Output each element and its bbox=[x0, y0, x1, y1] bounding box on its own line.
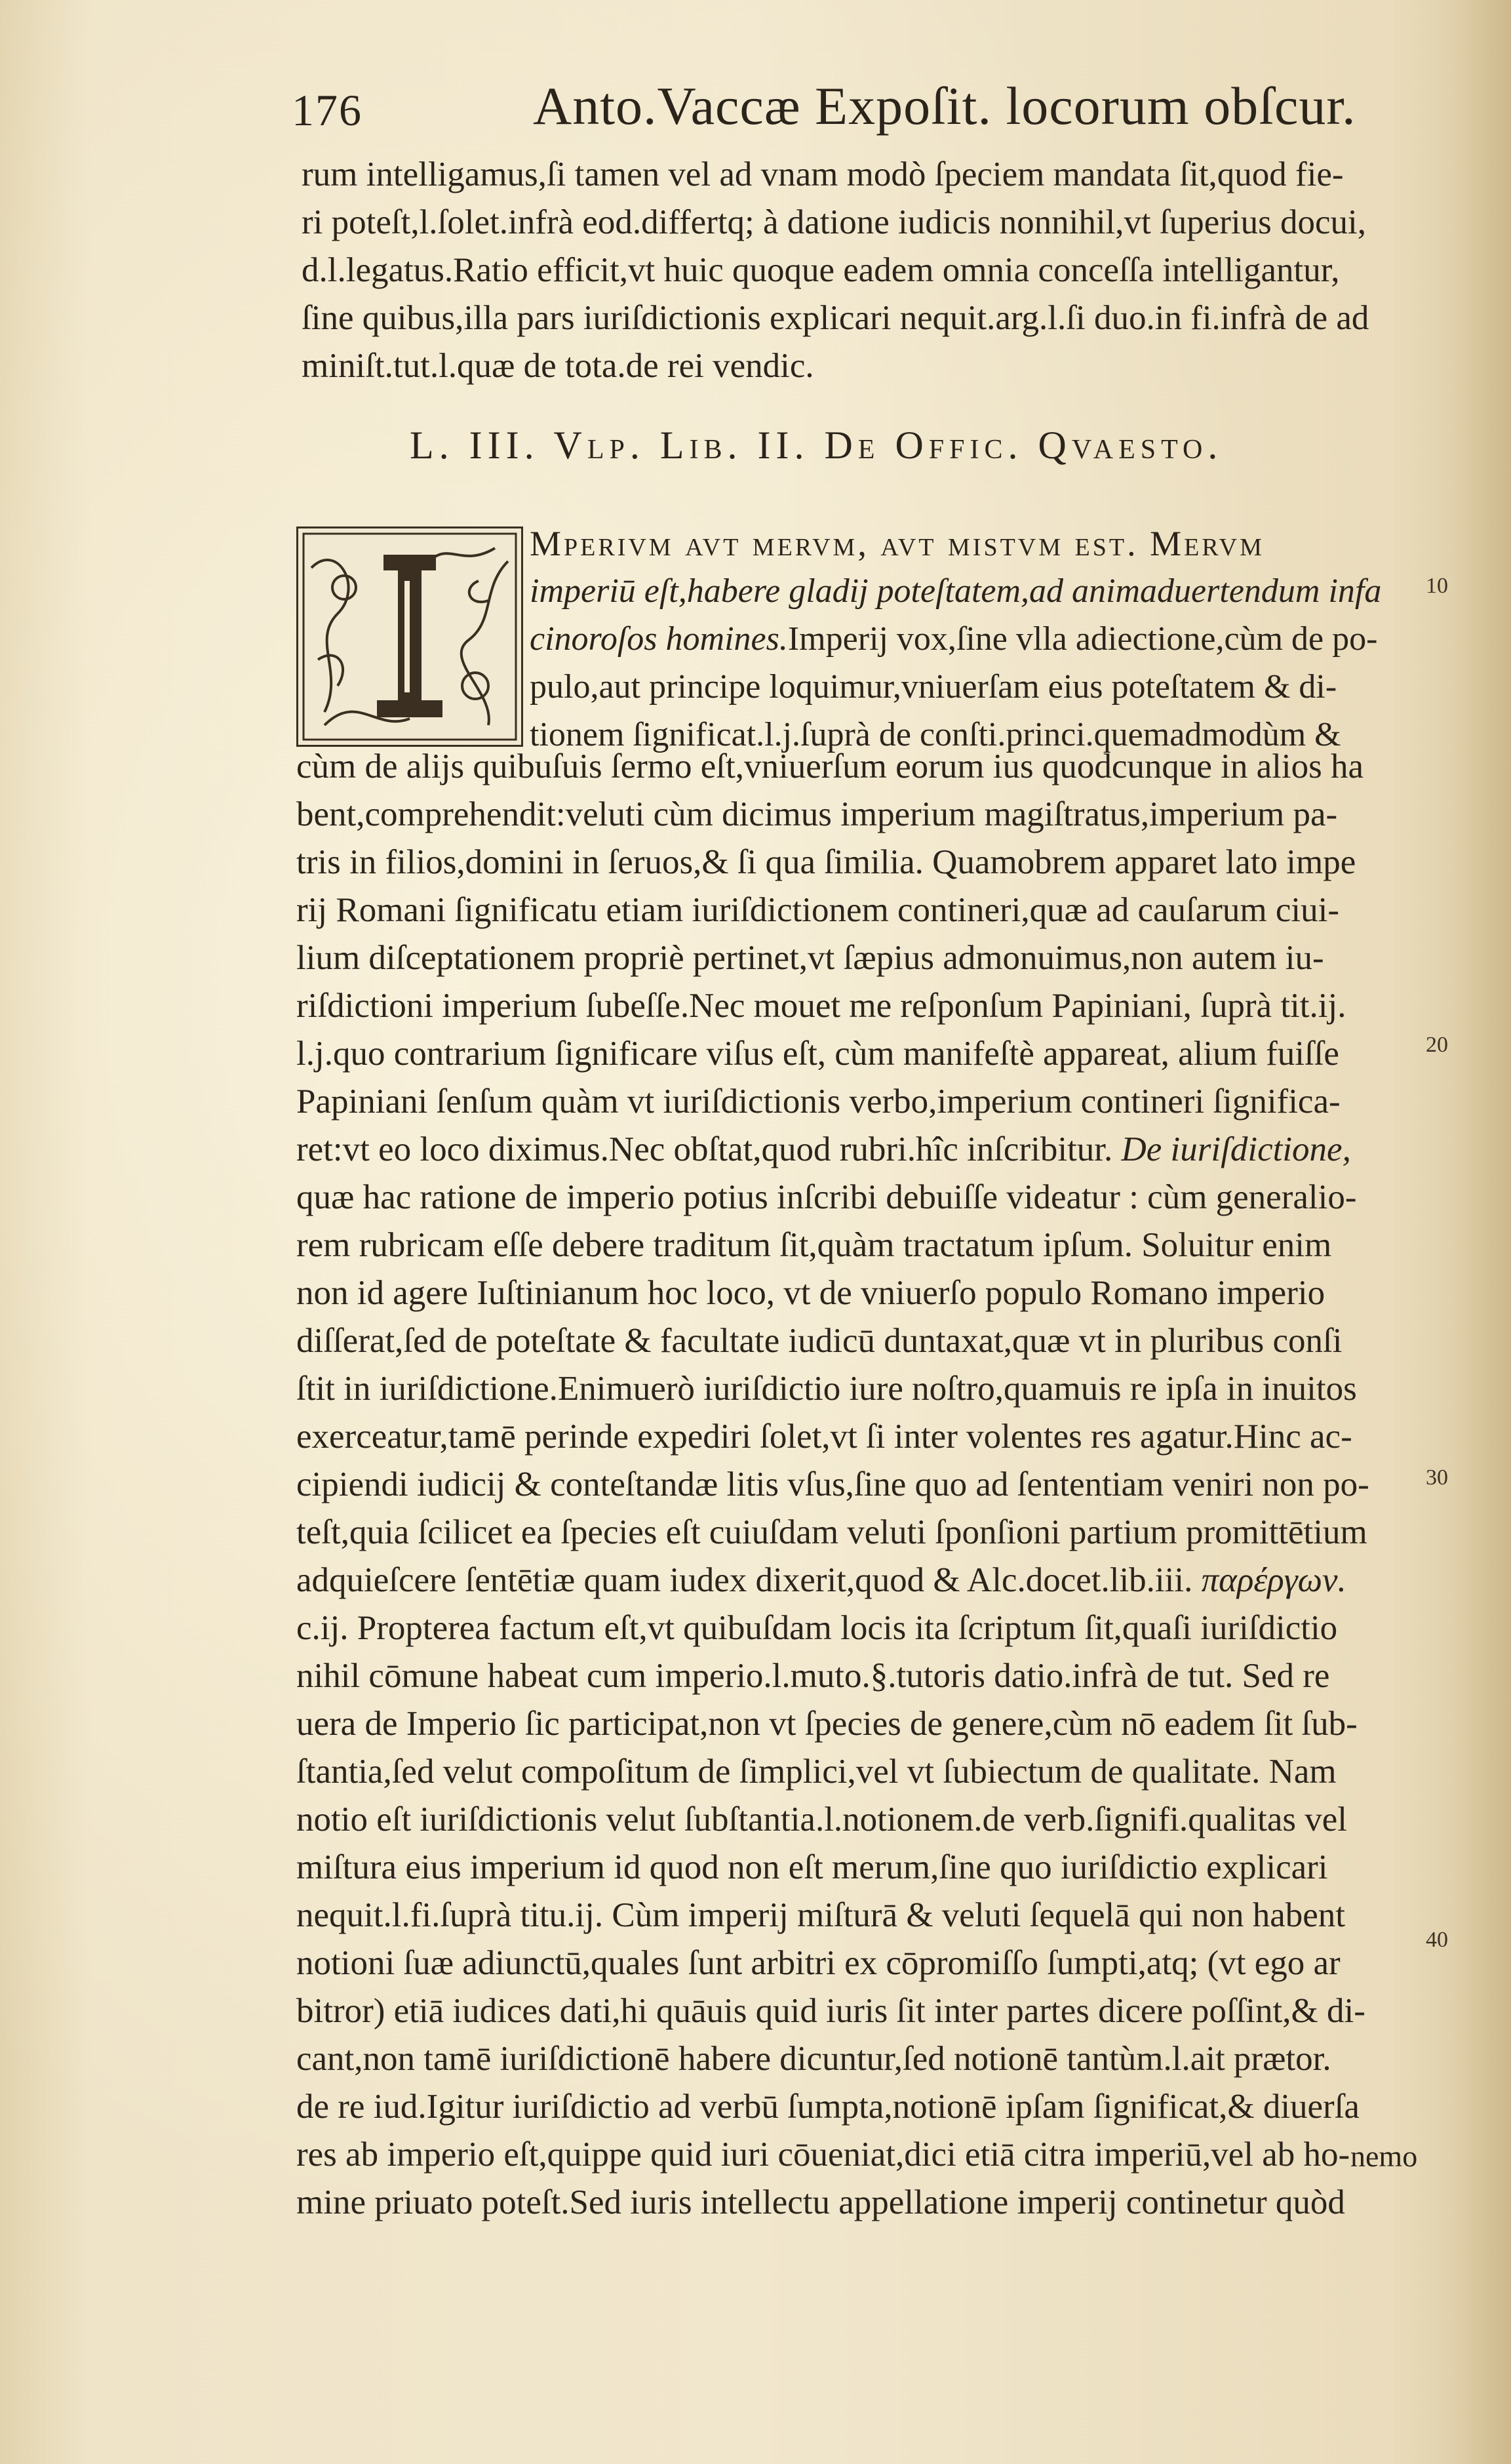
text-line-roman: quæ hac ratione de imperio potius inſcribi debuiſſe videatur : cùm generalio- bbox=[296, 1178, 1357, 1216]
text-line bbox=[296, 1797, 1434, 1845]
text-line bbox=[296, 1366, 1434, 1414]
lead-line-rest: Imperij vox,ſine vlla adiectione,cùm de po- bbox=[787, 620, 1378, 658]
text-line-roman: Papiniani ſenſum quàm vt iuriſdictionis verbo,imperium contineri ſignifica- bbox=[296, 1083, 1341, 1121]
text-line: miniſt.tut.l.quæ de tota.de rei vendic. bbox=[302, 347, 814, 385]
text-line-roman: notioni ſuæ adiunctū,quales ſunt arbitri ex cōpromiſſo ſumpti,atq; (vt ego ar bbox=[296, 1944, 1341, 1982]
text-line-roman: de re iud.Igitur iuriſdictio ad verbū ſumpta,notionē ipſam ſignificat,& diuerſa bbox=[296, 2088, 1360, 2126]
text-line bbox=[296, 840, 1434, 888]
text-line bbox=[296, 1223, 1434, 1271]
text-line-roman: rem rubricam eſſe debere traditum ſit,quàm tractatum ipſum. Soluitur enim bbox=[296, 1226, 1332, 1264]
text-line bbox=[296, 792, 1434, 840]
text-line-roman: diſſerat,ſed de poteſtate & facultate iudicū duntaxat,quæ vt in pluribus conſi bbox=[296, 1322, 1343, 1360]
text-line-roman: teſt,quia ſcilicet ea ſpecies eſt cuiuſdam veluti ſponſioni partium promittētium bbox=[296, 1513, 1367, 1551]
text-line: ri poteſt,l.ſolet.infrà eod.differtq; à datione iudicis nonnihil,vt ſuperius docui, bbox=[302, 203, 1367, 241]
text-line-roman: bitror) etiā iudices dati,hi quāuis quid iuris ſit inter partes dicere poſſint,& di- bbox=[296, 1992, 1365, 2030]
text-line bbox=[296, 1654, 1434, 1701]
text-line-roman: ſtantia,ſed velut compoſitum de ſimplici,vel vt ſubiectum de qualitate. Nam bbox=[296, 1753, 1337, 1791]
text-line bbox=[296, 1893, 1434, 1941]
running-title: Anto.Vaccæ Expoſit. locorum obſcur. bbox=[533, 76, 1356, 136]
text-line bbox=[296, 1271, 1434, 1319]
text-line-roman: res ab imperio eſt,quippe quid iuri cōueniat,dici etiā citra imperiū,vel ab ho- bbox=[296, 2136, 1350, 2174]
catchword: nemo bbox=[1350, 2139, 1418, 2173]
text-line-roman: mine priuato poteſt.Sed iuris intellectu appellatione imperij continetur quòd bbox=[296, 2183, 1345, 2221]
text-line bbox=[296, 1701, 1434, 1749]
text-line-roman: riſdictioni imperium ſubeſſe.Nec mouet me reſponſum Papiniani, ſuprà tit.ij. bbox=[296, 987, 1346, 1025]
text-line bbox=[296, 2084, 1434, 2132]
lead-line bbox=[530, 617, 1434, 665]
main-paragraph bbox=[296, 744, 1434, 2228]
text-line bbox=[296, 1414, 1434, 1462]
text-line: ſine quibus,illa pars iuriſdictionis explicari nequit.arg.l.ſi duo.in fi.infrà de ad bbox=[302, 299, 1369, 337]
text-line bbox=[296, 1319, 1434, 1366]
text-line bbox=[296, 1606, 1434, 1654]
lead-line: Mperivm avt mervm, avt mistvm est. Mervm bbox=[530, 524, 1265, 563]
lead-paragraph bbox=[530, 521, 1434, 761]
text-line-italic: De iuriſdictione, bbox=[1121, 1130, 1351, 1168]
decorated-initial bbox=[296, 527, 523, 747]
text-line-roman: miſtura eius imperium id quod non eſt merum,ſine quo iuriſdictio explicari bbox=[296, 1848, 1328, 1886]
text-line-roman: nihil cōmune habeat cum imperio.l.muto.§.tutoris datio.infrà de tut. Sed re bbox=[296, 1657, 1330, 1695]
page-number: 176 bbox=[292, 85, 363, 135]
page-edge-shadow bbox=[1452, 0, 1511, 2464]
margin-line-number: 10 bbox=[1426, 574, 1448, 598]
text-line-roman: cant,non tamē iuriſdictionē habere dicuntur,ſed notionē tantùm.l.ait prætor. bbox=[296, 2040, 1331, 2078]
text-line bbox=[296, 2180, 1434, 2228]
text-line bbox=[296, 888, 1434, 936]
text-line bbox=[296, 2037, 1434, 2084]
text-line bbox=[296, 1845, 1434, 1893]
text-line-italic: παρέργων. bbox=[1201, 1561, 1346, 1599]
lead-line-italic: cinoroſos homines. bbox=[530, 620, 788, 658]
text-line bbox=[296, 1558, 1434, 1606]
text-line-roman: bent,comprehendit:veluti cùm dicimus imperium magiſtratus,imperium pa- bbox=[296, 795, 1338, 833]
section-heading: L. III. Vlp. Lib. II. De Offic. Qvaesto. bbox=[410, 424, 1223, 467]
text-line-roman: notio eſt iuriſdictionis velut ſubſtantia.l.notionem.de verb.ſignifi.qualitas vel bbox=[296, 1800, 1347, 1838]
text-line bbox=[296, 1031, 1434, 1079]
text-line bbox=[296, 744, 1434, 792]
text-line bbox=[296, 984, 1434, 1031]
text-line bbox=[296, 936, 1434, 984]
text-line-roman: cùm de alijs quibuſuis ſermo eſt,vniuerſum eorum ius quodcunque in alios ha bbox=[296, 747, 1364, 785]
margin-line-number: 30 bbox=[1426, 1465, 1448, 1490]
text-line-roman: adquieſcere ſentētiæ quam iudex dixerit,quod & Alc.docet.lib.iii. bbox=[296, 1561, 1193, 1599]
margin-line-number: 20 bbox=[1426, 1033, 1448, 1057]
text-line bbox=[296, 1989, 1434, 2037]
text-line bbox=[296, 1462, 1434, 1510]
text-line bbox=[296, 1749, 1434, 1797]
text-line bbox=[296, 1175, 1434, 1223]
text-line: d.l.legatus.Ratio efficit,vt huic quoque eadem omnia conceſſa intelligantur, bbox=[302, 251, 1340, 289]
text-line-roman: lium diſceptationem propriè pertinet,vt ſæpius admonuimus,non autem iu- bbox=[296, 939, 1324, 977]
text-line bbox=[296, 1510, 1434, 1558]
text-line bbox=[296, 1079, 1434, 1127]
margin-line-number: 40 bbox=[1426, 1928, 1448, 1952]
text-line-roman: ret:vt eo loco diximus.Nec obſtat,quod rubri.hîc inſcribitur. bbox=[296, 1130, 1113, 1168]
text-line bbox=[296, 2132, 1434, 2180]
text-line-roman: nequit.l.fi.ſuprà titu.ij. Cùm imperij miſturā & veluti ſequelā qui non habent bbox=[296, 1896, 1346, 1934]
lead-line: pulo,aut principe loquimur,vniuerſam eius poteſtatem & di- bbox=[530, 668, 1337, 705]
text-line-roman: ſtit in iuriſdictione.Enimuerò iuriſdictio iure noſtro,quamuis re ipſa in inuitos bbox=[296, 1370, 1357, 1408]
lead-line: tionem ſignificat.l.j.ſuprà de conſti.princi.quemadmodùm & bbox=[530, 716, 1341, 753]
page-header bbox=[292, 75, 1356, 141]
text-line bbox=[296, 1941, 1434, 1989]
text-line-roman: rij Romani ſignificatu etiam iuriſdictionem contineri,quæ ad cauſarum ciui- bbox=[296, 891, 1340, 929]
text-line-roman: tris in filios,domini in ſeruos,& ſi qua ſimilia. Quamobrem apparet lato impe bbox=[296, 843, 1356, 881]
text-line-roman: cipiendi iudicij & conteſtandæ litis vſus,ſine quo ad ſententiam veniri non po- bbox=[296, 1465, 1369, 1503]
text-line-roman: exerceatur,tamē perinde expediri ſolet,vt ſi inter volentes res agatur.Hinc ac- bbox=[296, 1418, 1352, 1456]
text-line-roman: c.ij. Propterea factum eſt,vt quibuſdam locis ita ſcriptum ſit,quaſi iuriſdictio bbox=[296, 1609, 1338, 1647]
lead-line: imperiū eſt,habere gladij poteſtatem,ad animaduertendum infa bbox=[530, 572, 1382, 610]
text-line-roman: uera de Imperio ſic participat,non vt ſpecies de genere,cùm nō eadem ſit ſub- bbox=[296, 1705, 1358, 1743]
text-line-roman: non id agere Iuſtinianum hoc loco, vt de vniuerſo populo Romano imperio bbox=[296, 1274, 1325, 1312]
text-line bbox=[296, 1127, 1434, 1175]
ornament-initial-icon bbox=[298, 528, 521, 745]
text-line-roman: l.j.quo contrarium ſignificare viſus eſt, cùm manifeſtè appareat, alium fuiſſe bbox=[296, 1035, 1339, 1073]
continued-paragraph bbox=[302, 151, 1429, 390]
text-line: rum intelligamus,ſi tamen vel ad vnam modò ſpeciem mandata ſit,quod fie- bbox=[302, 155, 1344, 193]
